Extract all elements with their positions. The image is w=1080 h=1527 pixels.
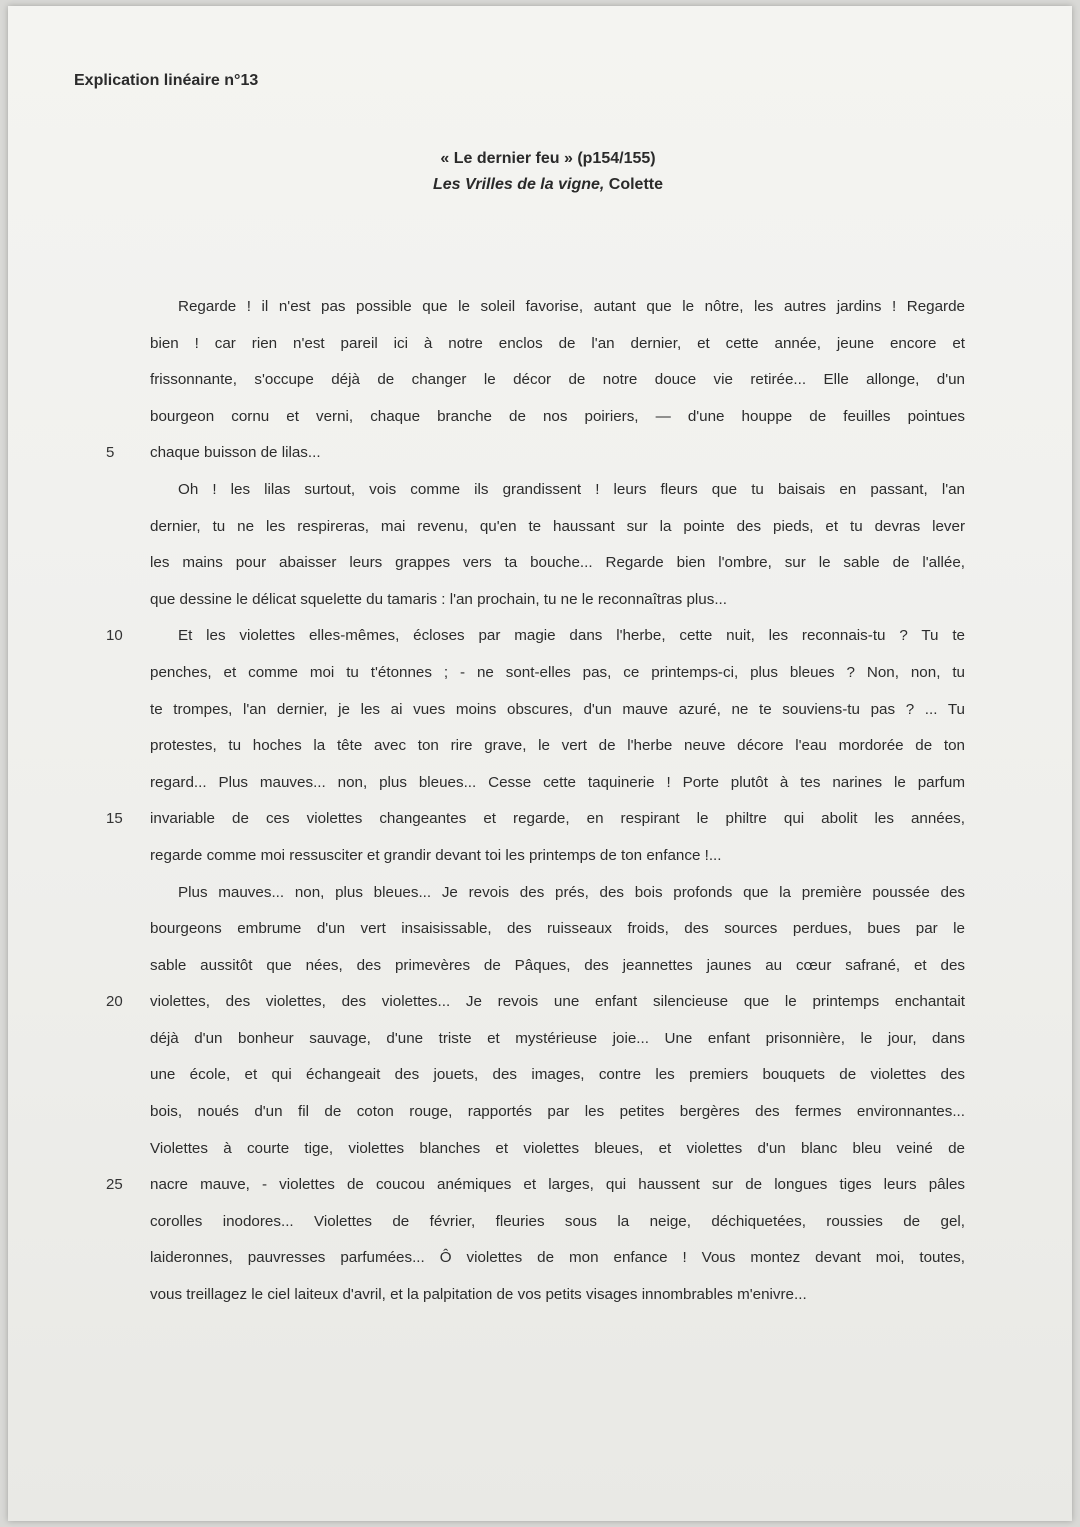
text-line — [150, 472, 965, 509]
line-number: 20 — [106, 993, 123, 1011]
line-text: corolles inodores... Violettes de février, fleuries sous la neige, déchiquetées, roussies de gel, — [150, 1212, 965, 1230]
line-text: violettes, des violettes, des violettes... Je revois une enfant silencieuse que le printemps enchantait — [150, 993, 965, 1011]
line-text: bien ! car rien n'est pareil ici à notre enclos de l'an dernier, et cette année, jeune encore et — [150, 334, 965, 352]
text-line — [150, 1277, 965, 1314]
line-text: sable aussitôt que nées, des primevères de Pâques, des jeannettes jaunes au cœur safrané, et des — [150, 956, 965, 974]
line-text: une école, et qui échangeait des jouets, des images, contre les premiers bouquets de violettes des — [150, 1066, 965, 1084]
text-line — [106, 1167, 965, 1204]
text-line — [150, 362, 965, 399]
text-line — [150, 1057, 965, 1094]
line-text: nacre mauve, - violettes de coucou anémiques et larges, qui haussent sur de longues tiges leurs pâles — [150, 1176, 965, 1194]
text-line — [150, 1204, 965, 1241]
line-text: penches, et comme moi tu t'étonnes ; - ne sont-elles pas, ce printemps-ci, plus bleues ? Non, non, tu — [150, 663, 965, 681]
line-number: 5 — [106, 444, 115, 462]
line-text: que dessine le délicat squelette du tamaris : l'an prochain, tu ne le reconnaîtras plus... — [150, 590, 727, 608]
line-text: déjà d'un bonheur sauvage, d'une triste et mystérieuse joie... Une enfant prisonnière, le jour, dans — [150, 1029, 965, 1047]
text-line — [150, 728, 965, 765]
line-text: Regarde ! il n'est pas possible que le soleil favorise, autant que le nôtre, les autres jardins ! Regarde — [178, 298, 965, 315]
document-header-label: Explication linéaire n°13 — [74, 72, 259, 89]
line-text: frissonnante, s'occupe déjà de changer le décor de notre douce vie retirée... Elle allonge, d'un — [150, 371, 965, 389]
text-title: « Le dernier feu » (p154/155) — [440, 150, 656, 167]
text-line — [150, 838, 965, 875]
text-line — [106, 618, 965, 655]
line-text: Et les violettes elles-mêmes, écloses par magie dans l'herbe, cette nuit, les reconnais-tu ? Tu te — [178, 627, 965, 645]
text-line — [106, 435, 965, 472]
text-line — [150, 692, 965, 729]
author-name: Colette — [608, 176, 664, 193]
line-text: regard... Plus mauves... non, plus bleues... Cesse cette taquinerie ! Porte plutôt à tes narines le parfum — [150, 773, 965, 791]
line-text: protestes, tu hoches la tête avec ton rire grave, le vert de l'herbe neuve décore l'eau mordorée de ton — [150, 737, 965, 755]
text-line — [150, 509, 965, 546]
text-line — [150, 655, 965, 692]
line-number: 25 — [106, 1176, 123, 1194]
text-line — [150, 1094, 965, 1131]
line-text: vous treillagez le ciel laiteux d'avril, et la palpitation de vos petits visages innombrables m'enivre... — [150, 1286, 807, 1304]
text-line — [150, 948, 965, 985]
line-text: bourgeons embrume d'un vert insaisissable, des ruisseaux froids, des sources perdues, bues par le — [150, 920, 965, 938]
line-text: laideronnes, pauvresses parfumées... Ô violettes de mon enfance ! Vous montez devant moi, toutes, — [150, 1249, 965, 1267]
line-text: invariable de ces violettes changeantes et regarde, en respirant le philtre qui abolit les années, — [150, 810, 965, 828]
line-text: les mains pour abaisser leurs grappes vers ta bouche... Regarde bien l'ombre, sur le sable de l'allée, — [150, 554, 965, 572]
text-line — [150, 765, 965, 802]
text-line — [150, 326, 965, 363]
line-text: bois, noués d'un fil de coton rouge, rapportés par les petites bergères des fermes environnantes... — [150, 1103, 965, 1121]
line-text: Plus mauves... non, plus bleues... Je revois des prés, des bois profonds que la première poussée des — [178, 883, 965, 901]
text-line — [150, 1240, 965, 1277]
line-number: 15 — [106, 810, 123, 828]
title-block — [88, 146, 1008, 198]
text-line — [150, 911, 965, 948]
excerpt-text — [106, 289, 965, 1314]
text-line — [106, 801, 965, 838]
text-line — [150, 1131, 965, 1168]
text-line — [150, 1021, 965, 1058]
text-line — [150, 399, 965, 436]
line-text: te trompes, l'an dernier, je les ai vues moins obscures, d'un mauve azuré, ne te souviens-tu pas ? ... Tu — [150, 700, 965, 718]
line-text: chaque buisson de lilas... — [150, 444, 321, 462]
text-line — [150, 545, 965, 582]
line-text: Oh ! les lilas surtout, vois comme ils grandissent ! leurs fleurs que tu baisais en passant, l'an — [178, 480, 965, 498]
work-and-author — [88, 172, 1008, 198]
line-number: 10 — [106, 627, 123, 645]
text-line — [150, 289, 965, 326]
line-text: regarde comme moi ressusciter et grandir devant toi les printemps de ton enfance !... — [150, 846, 722, 864]
text-line — [106, 984, 965, 1021]
line-text: Violettes à courte tige, violettes blanches et violettes bleues, et violettes d'un blanc bleu veiné de — [150, 1139, 965, 1157]
text-line — [150, 875, 965, 912]
text-line — [150, 582, 965, 619]
line-text: dernier, tu ne les respireras, mai revenu, qu'en te haussant sur la pointe des pieds, et tu devras lever — [150, 517, 965, 535]
work-title: Les Vrilles de la vigne, — [432, 176, 605, 193]
document-page — [8, 6, 1072, 1521]
line-text: bourgeon cornu et verni, chaque branche de nos poiriers, — d'une houppe de feuilles pointues — [150, 407, 965, 425]
